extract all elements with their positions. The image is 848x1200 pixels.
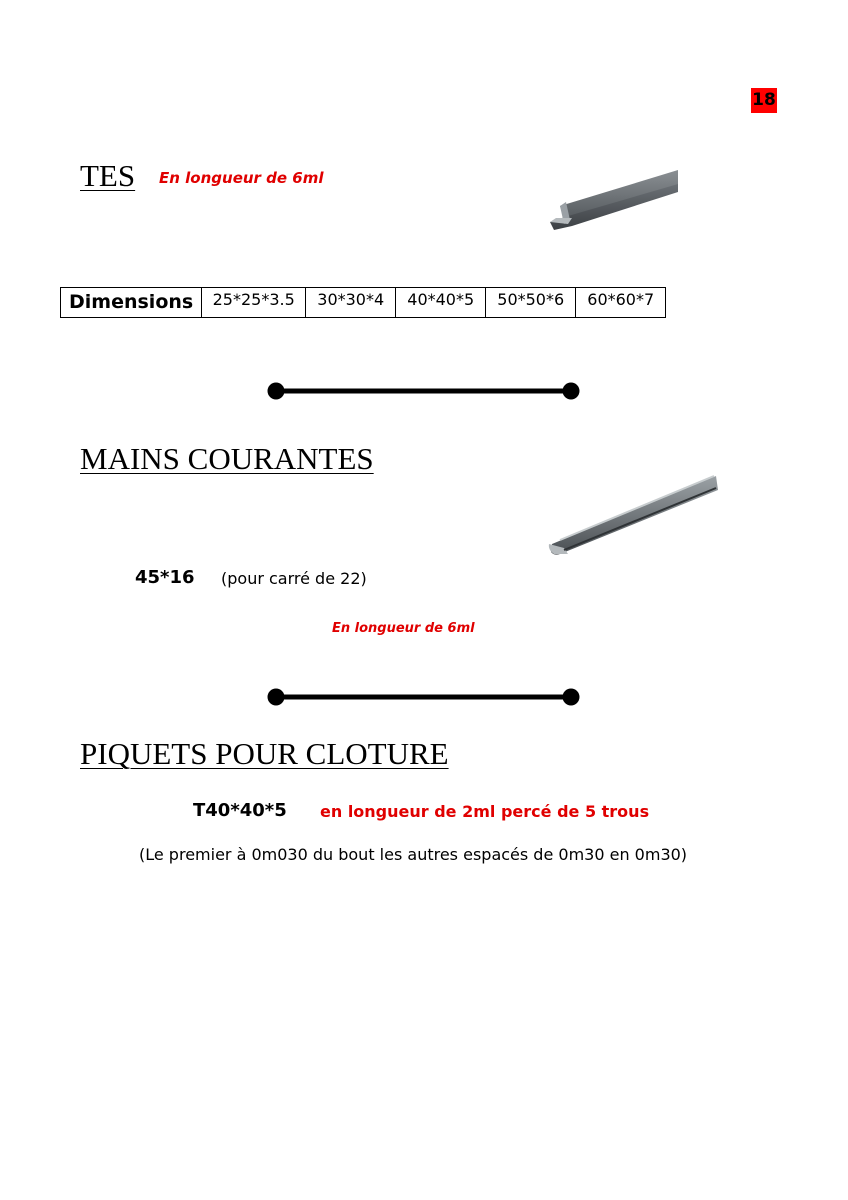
table-cell: 40*40*5	[396, 288, 486, 318]
page-number: 18	[751, 88, 777, 113]
dimensions-table	[60, 287, 666, 318]
piquets-size: T40*40*5	[193, 800, 287, 821]
table-cell: 50*50*6	[486, 288, 576, 318]
handrail-profile-image	[546, 470, 720, 558]
section-divider	[266, 379, 586, 403]
table-cell: 30*30*4	[306, 288, 396, 318]
t-profile-bar-image	[548, 166, 680, 232]
mains-courantes-size-note: (pour carré de 22)	[221, 569, 367, 588]
table-header-dimensions: Dimensions	[61, 288, 202, 318]
mains-courantes-length-note: En longueur de 6ml	[332, 621, 475, 636]
section-title-piquets: PIQUETS POUR CLOTURE	[80, 736, 449, 771]
table-cell: 25*25*3.5	[202, 288, 306, 318]
section-divider	[266, 685, 586, 709]
table-row	[61, 288, 666, 318]
section-title-tes: TES	[80, 158, 136, 193]
piquets-spec: en longueur de 2ml percé de 5 trous	[320, 802, 650, 821]
table-cell: 60*60*7	[576, 288, 666, 318]
piquets-note: (Le premier à 0m030 du bout les autres espacés de 0m30 en 0m30)	[139, 845, 688, 864]
tes-length-note: En longueur de 6ml	[159, 169, 324, 187]
mains-courantes-size: 45*16	[135, 567, 195, 588]
section-title-mains-courantes: MAINS COURANTES	[80, 441, 374, 476]
